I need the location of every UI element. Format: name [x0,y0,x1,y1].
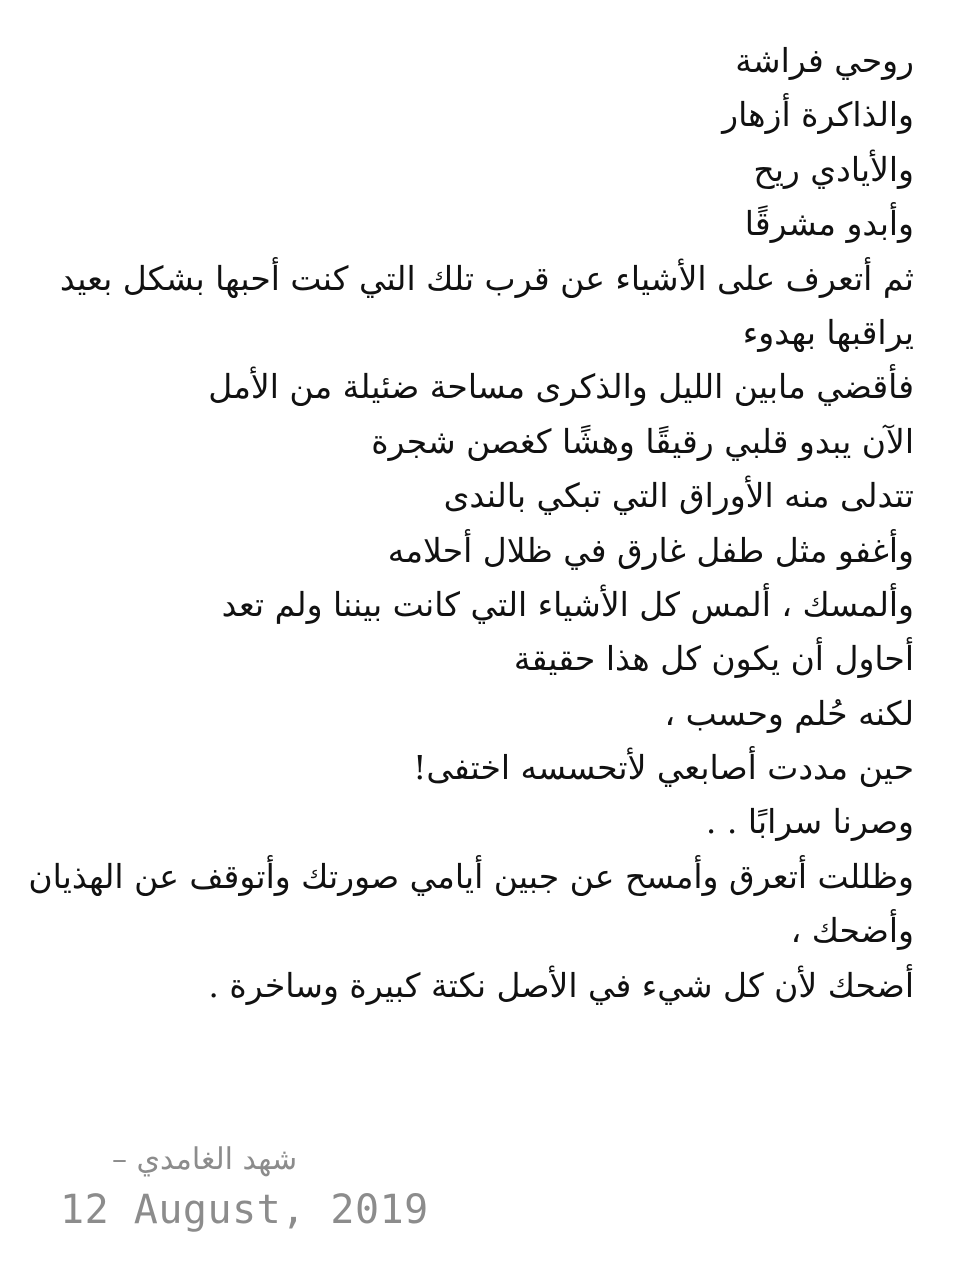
poem-body [28,34,914,1013]
poem-line: وصرنا سرابًا . . [705,802,914,842]
author-signature: شهد الغامدي – [112,1142,298,1177]
poem-line: وألمسك ، ألمس كل الأشياء التي كانت بيننا ولم تعد [221,584,914,624]
poem-line: تتدلى منه الأوراق التي تبكي بالندى [443,476,914,516]
poem-line: يراقبها بهدوء [742,312,914,352]
poem-line: روحي فراشة [735,41,914,80]
poem-line: وأبدو مشرقًا [744,204,914,244]
poem-line: وظللت أتعرق وأمسح عن جبين أيامي صورتك وأتوقف عن الهذيان [28,856,914,896]
date-stamp: 12 August, 2019 [60,1187,429,1233]
poem-line: والأيادي ريح [753,149,914,189]
poem-line: لكنه حُلم وحسب ، [664,693,914,733]
poem-line: وأغفو مثل طفل غارق في ظلال أحلامه [387,530,914,570]
poem-line: ثم أتعرف على الأشياء عن قرب تلك التي كنت أحبها بشكل بعيد [59,258,914,298]
poem-line: الآن يبدو قلبي رقيقًا وهشًا كغصن شجرة [371,421,914,461]
poem-line: فأقضي مابين الليل والذكرى مساحة ضئيلة من الأمل [208,367,914,407]
poem-line: وأضحك ، [790,911,914,951]
poem-line: والذاكرة أزهار [722,95,914,135]
poem-line: أضحك لأن كل شيء في الأصل نكتة كبيرة وساخرة . [208,965,914,1005]
poem-line: أحاول أن يكون كل هذا حقيقة [513,639,914,679]
poem-line: حين مددت أصابعي لأتحسسه اختفى! [413,748,914,788]
